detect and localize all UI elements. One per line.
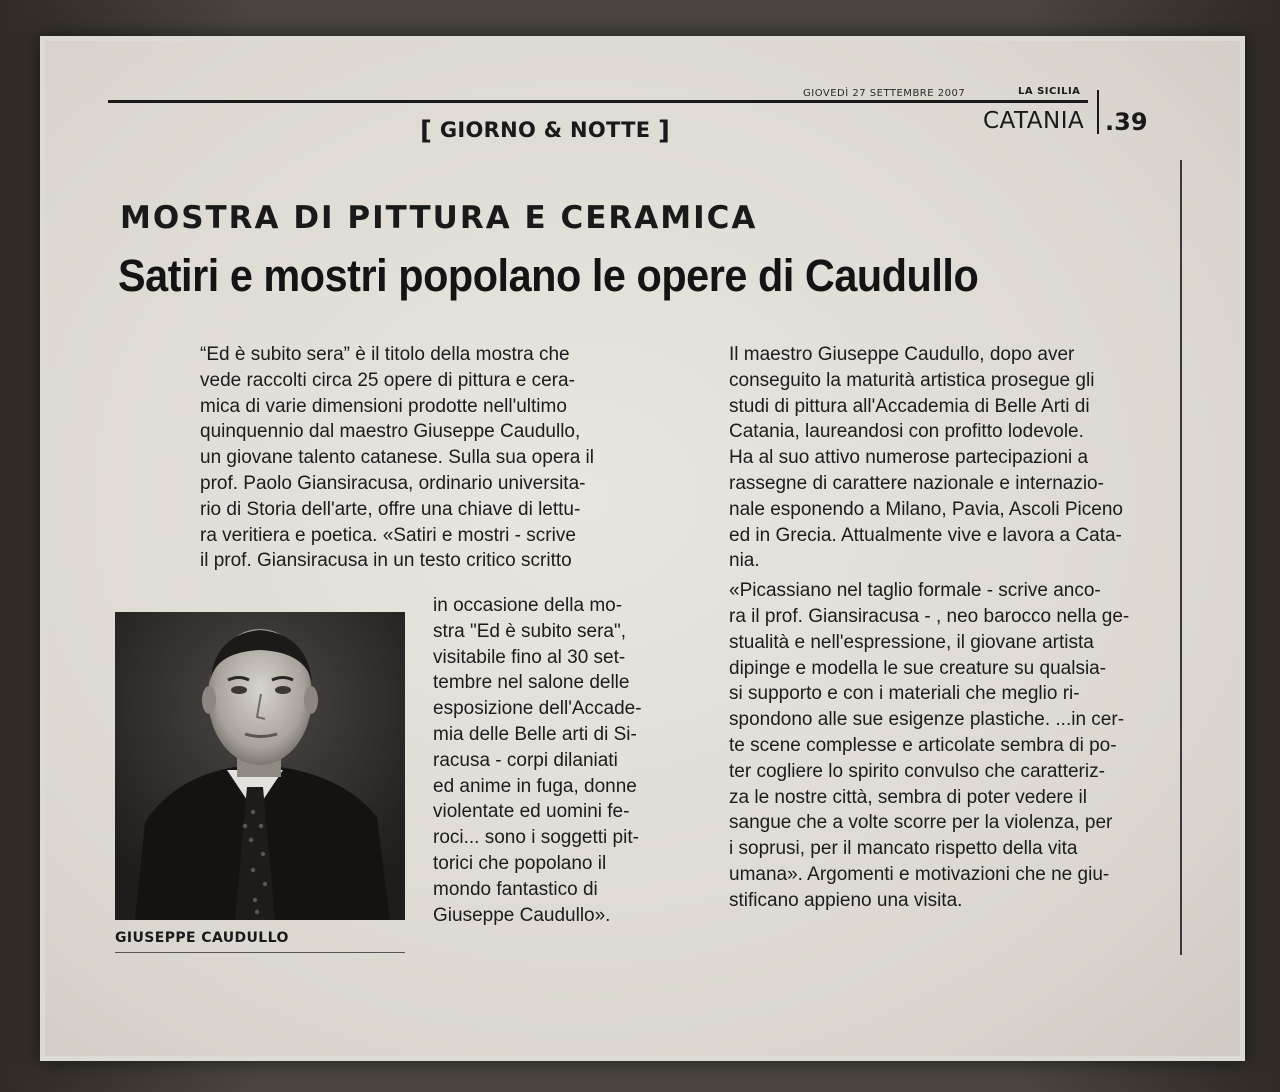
- article-text-line: esposizione dell'Accade-: [433, 698, 642, 720]
- article-column-2: [705, 342, 1173, 914]
- article-text-line: ed anime in fuga, donne: [433, 775, 637, 797]
- section-name: GIORNO & NOTTE: [439, 118, 651, 142]
- article-text-line: in occasione della mo-: [433, 595, 623, 616]
- article-text-line: stra "Ed è subito sera",: [433, 620, 627, 642]
- section-label: [420, 116, 670, 146]
- article-text-line: ed in Grecia. Attualmente vive e lavora a Cata-: [729, 524, 1122, 546]
- article-text-line: ra veritiera e poetica. «Satiri e mostri - scrive: [200, 524, 576, 546]
- article-text-line: roci... sono i soggetti pit-: [433, 827, 639, 849]
- masthead-rule: [108, 100, 1088, 103]
- article-text-line: Il maestro Giuseppe Caudullo, dopo aver: [729, 344, 1075, 365]
- article-text-line: “Ed è subito sera” è il titolo della mostra che: [200, 344, 570, 365]
- article-text-line: dipinge e modella le sue creature su qualsia-: [729, 657, 1107, 679]
- article-paragraph: [705, 578, 1173, 913]
- article-text-line: mica di varie dimensioni prodotte nell'ultimo: [200, 395, 567, 417]
- article-text-line: tembre nel salone delle: [433, 672, 630, 694]
- article-column-1-top: [200, 342, 678, 574]
- article-text-line: spondono alle sue esigenze plastiche. ...in cer-: [729, 709, 1125, 731]
- article-headline: Satiri e mostri popolano le opere di Caudullo: [118, 250, 979, 301]
- article-text-line: za le nostre città, sembra di poter vedere il: [729, 786, 1088, 808]
- article-text-line: studi di pittura all'Accademia di Belle Arti di: [729, 395, 1090, 417]
- article-text-line: rio di Storia dell'arte, offre una chiave di lettu-: [200, 498, 581, 520]
- article-text-line: vede raccolti circa 25 opere di pittura e cera-: [200, 369, 575, 391]
- article-text-line: Giuseppe Caudullo».: [433, 904, 611, 926]
- masthead-separator: [1097, 90, 1099, 134]
- issue-date: GIOVEDÌ 27 SETTEMBRE 2007: [803, 88, 966, 99]
- article-text-line: prof. Paolo Giansiracusa, ordinario universita-: [200, 472, 586, 494]
- section-bracket-close: ]: [657, 116, 671, 146]
- article-text-line: «Picassiano nel taglio formale - scrive anco-: [729, 580, 1101, 602]
- article-text-line: mia delle Belle arti di Si-: [433, 723, 637, 745]
- article-text-line: racusa - corpi dilaniati: [433, 749, 618, 771]
- page-number: .39: [1105, 108, 1148, 136]
- article-text-line: quinquennio dal maestro Giuseppe Caudullo,: [200, 421, 581, 443]
- section-bracket-open: [: [420, 116, 433, 146]
- article-text-line: Catania, laureandosi con profitto lodevole.: [729, 421, 1084, 443]
- article-text-line: Ha al suo attivo numerose partecipazioni a: [729, 447, 1089, 469]
- article-text-line: mondo fantastico di: [433, 878, 598, 900]
- article-text-line: te scene complesse e articolate sembra di po-: [729, 734, 1117, 756]
- column-rule: [1180, 160, 1182, 955]
- article-text-line: visitabile fino al 30 set-: [433, 646, 626, 668]
- article-text-line: un giovane talento catanese. Sulla sua opera il: [200, 447, 594, 469]
- portrait-photo: [115, 612, 405, 920]
- article-text-line: umana». Argomenti e motivazioni che ne giu-: [729, 863, 1110, 885]
- article-text-line: violentate ed uomini fe-: [433, 801, 630, 823]
- article-text-line: stualità e nell'espressione, il giovane artista: [729, 631, 1094, 653]
- article-text-line: conseguito la maturità artistica prosegue gli: [729, 369, 1095, 391]
- newspaper-name: LA SICILIA: [1018, 86, 1081, 97]
- portrait-image: [115, 612, 405, 920]
- article-text-line: si supporto e con i materiali che meglio ri-: [729, 683, 1080, 705]
- article-text-line: ra il prof. Giansiracusa - , neo barocco nella ge-: [729, 605, 1130, 627]
- article-text-line: nia.: [729, 550, 760, 572]
- article-text-line: torici che popolano il: [433, 852, 607, 874]
- caption-rule: [115, 952, 405, 953]
- photo-caption: GIUSEPPE CAUDULLO: [115, 930, 289, 946]
- article-text-line: il prof. Giansiracusa in un testo critico scritto: [200, 550, 572, 572]
- article-paragraph: [705, 342, 1173, 574]
- article-text-line: ter cogliere lo spirito convulso che caratteriz-: [729, 760, 1105, 782]
- article-column-1-bottom: [433, 593, 678, 928]
- article-kicker: MOSTRA DI PITTURA E CERAMICA: [120, 200, 758, 236]
- city-label: CATANIA: [983, 108, 1085, 134]
- article-text-line: i soprusi, per il mancato rispetto della vita: [729, 838, 1078, 860]
- article-text-line: sangue che a volte scorre per la violenza, per: [729, 812, 1113, 834]
- article-text-line: nale esponendo a Milano, Pavia, Ascoli Piceno: [729, 498, 1123, 520]
- article-text-line: rassegne di carattere nazionale e internazio-: [729, 472, 1104, 494]
- article-text-line: stificano appieno una visita.: [729, 889, 963, 911]
